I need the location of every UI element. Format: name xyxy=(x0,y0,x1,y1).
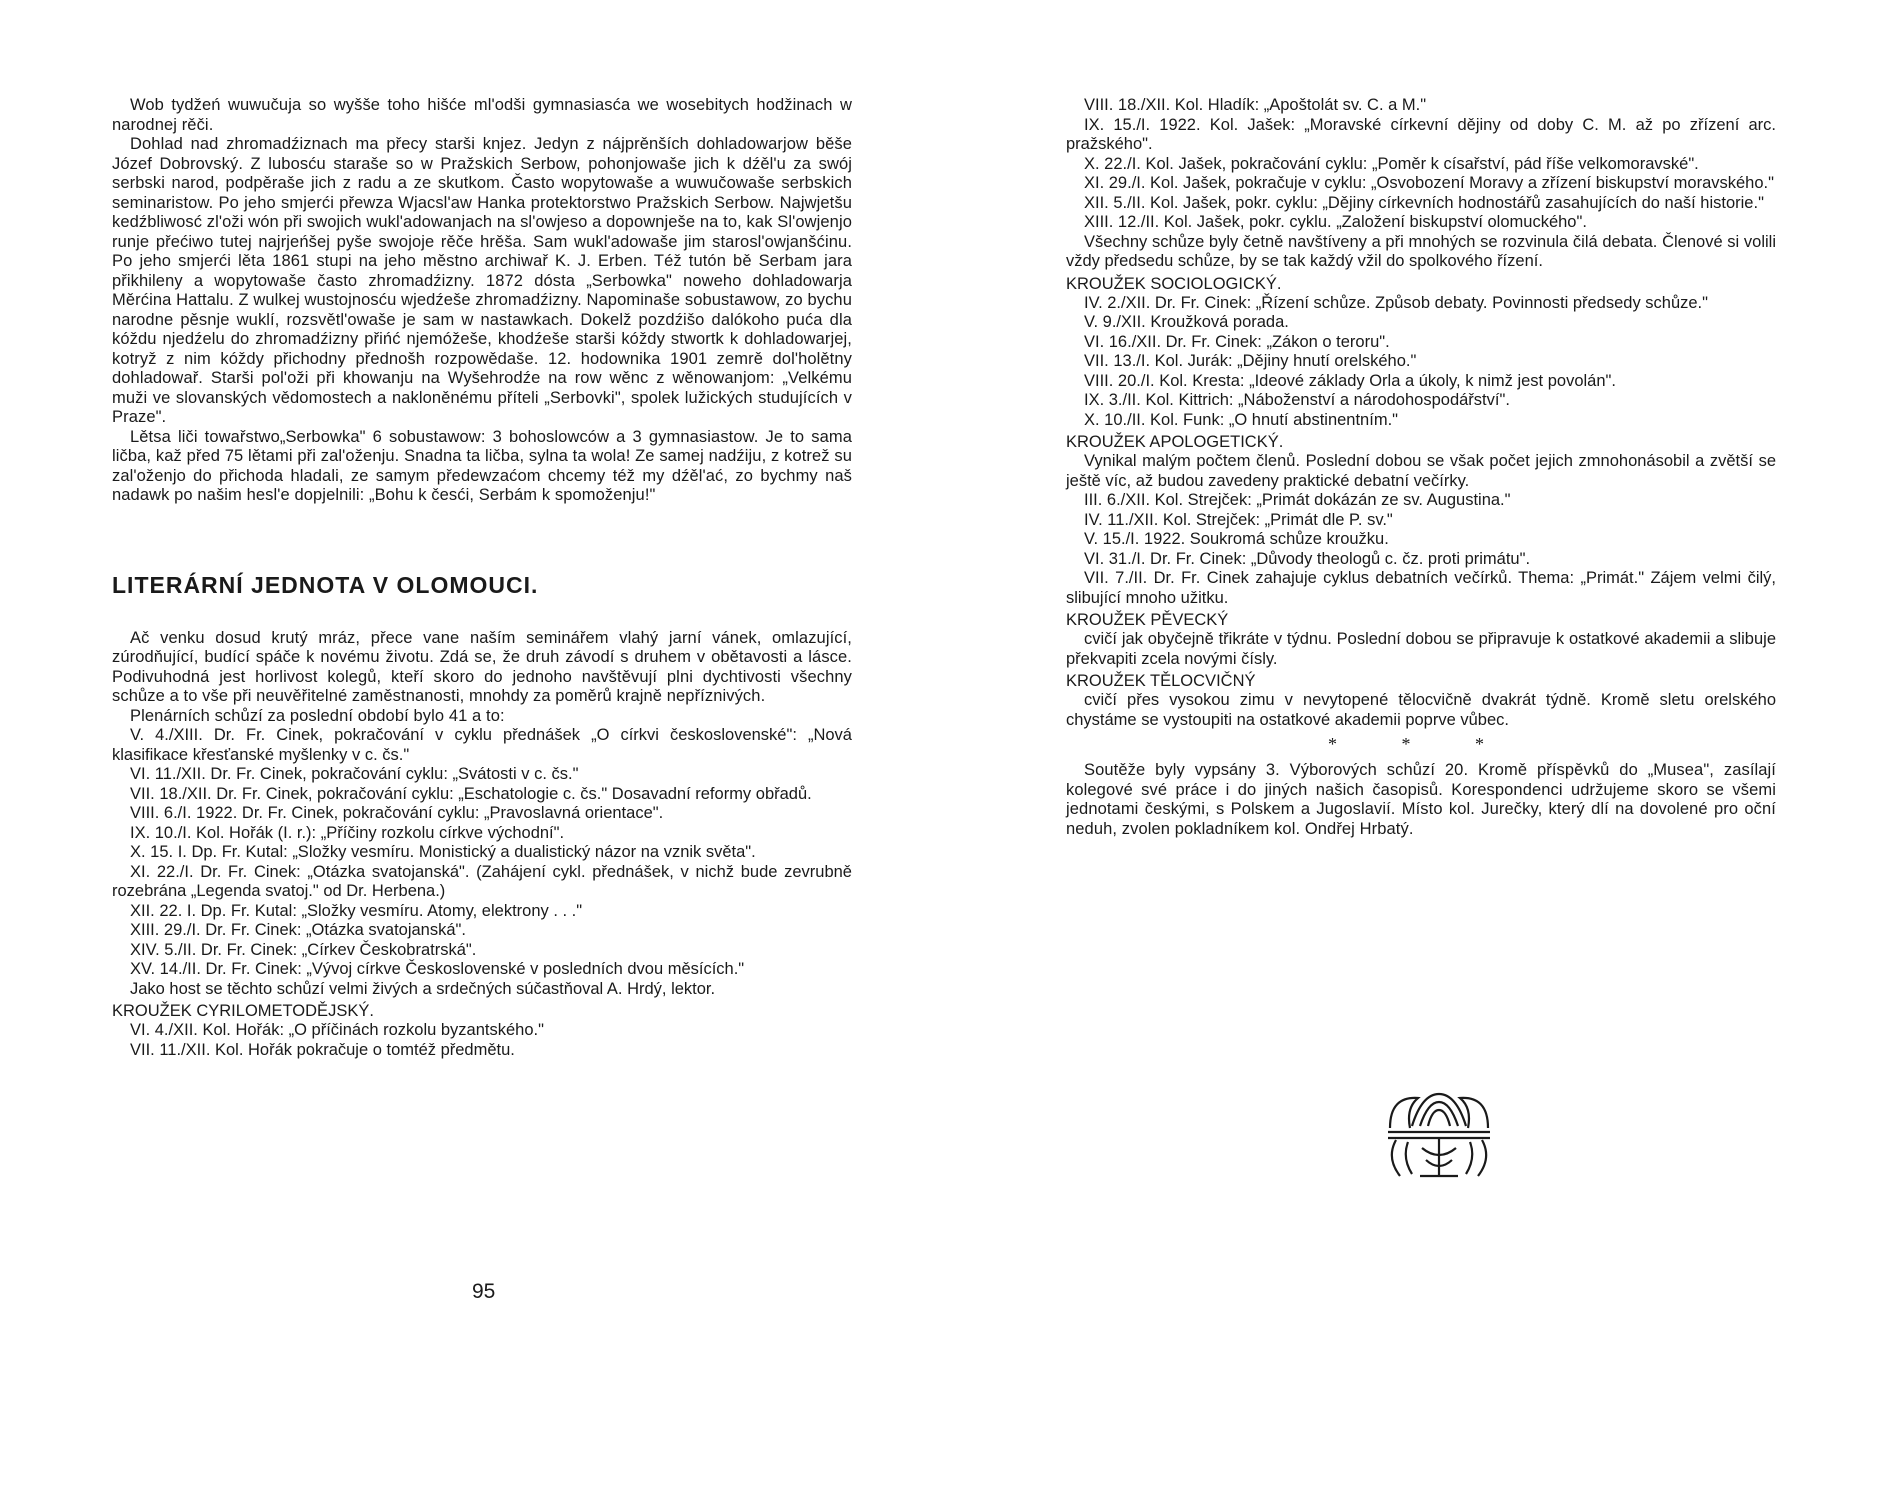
circle-text: cvičí jak obyčejně třikráte v týdnu. Poslední dobou se připravuje k ostatkové akademii a slibuje překvapiti zcela novými čísly. xyxy=(1066,630,1776,668)
plenary-entry: XII. 22. I. Dp. Fr. Kutal: „Složky vesmíru. Atomy, elektrony . . ." xyxy=(130,901,583,920)
circle-entry: IX. 3./II. Kol. Kittrich: „Náboženství a národohospodářství". xyxy=(1084,391,1510,409)
plenary-entry: XIII. 29./I. Dr. Fr. Cinek: „Otázka svatojanská". xyxy=(130,921,466,939)
plenary-entry: XV. 14./II. Dr. Fr. Cinek: „Vývoj církve Československé v posledních dvou měsících." xyxy=(130,960,745,978)
plenary-entry: IX. 10./I. Kol. Hořák (I. r.): „Příčiny rozkolu církve východní". xyxy=(130,823,565,842)
plenary-list xyxy=(112,726,852,999)
right-page xyxy=(1066,96,1776,839)
circle-entry: V. 9./XII. Kroužková porada. xyxy=(1084,313,1289,331)
circle-entry: IV. 11./XII. Kol. Strejček: „Primát dle P. sv." xyxy=(1084,510,1393,529)
circle-entry: VI. 31./I. Dr. Fr. Cinek: „Důvody theologů c. čz. proti primátu". xyxy=(1084,549,1531,568)
circle-entry: Vynikal malým počtem členů. Poslední dobou se však počet jejich zmnohonásobil a zvětší se ještě víc, až budou zavedeny praktické debatní večírky. xyxy=(1066,452,1776,490)
circle-entry: VII. 11./XII. Kol. Hořák pokračuje o tomtéž předmětu. xyxy=(130,1040,515,1059)
circle-entry: VII. 7./II. Dr. Fr. Cinek zahajuje cyklus debatních večírků. Thema: „Primát." Zájem velmi čilý, slibující mnoho užitku. xyxy=(1066,569,1776,607)
plenary-entry: XIV. 5./II. Dr. Fr. Cinek: „Církev Českobratrská". xyxy=(130,940,477,959)
page-number: 95 xyxy=(472,1280,496,1303)
article-title: LITERÁRNÍ JEDNOTA V OLOMOUCI. xyxy=(112,571,539,598)
plenary-entry: XI. 22./I. Dr. Fr. Cinek: „Otázka svatojanská". (Zahájení cykl. přednášek, v nichž bude zevrubně rozebrána „Legenda svatoj." od Dr. Herbena.) xyxy=(112,862,852,900)
intro-section xyxy=(112,96,852,506)
circle-pev-section xyxy=(1066,610,1776,669)
section-heading: KROUŽEK APOLOGETICKÝ. xyxy=(1066,433,1284,451)
section-heading: KROUŽEK SOCIOLOGICKÝ. xyxy=(1066,274,1282,293)
circle-entry: XII. 5./II. Kol. Jašek, pokr. cyklu: „Dějiny církevních hodnostářů zasahujících do naší historie." xyxy=(1084,193,1764,212)
circle-entry: XIII. 12./II. Kol. Jašek, pokr. cyklu. „Založení biskupství olomuckého". xyxy=(1084,213,1587,231)
circle-entry: III. 6./XII. Kol. Strejček: „Primát dokázán ze sv. Augustina." xyxy=(1084,491,1511,509)
article-paragraph: Plenárních schůzí za poslední období bylo 41 a to: xyxy=(130,706,505,725)
section-heading: KROUŽEK CYRILOMETODĚJSKÝ. xyxy=(112,1002,374,1020)
circle-entry: VIII. 18./XII. Kol. Hladík: „Apoštolát sv. C. a M." xyxy=(1084,96,1427,114)
plenary-entry: X. 15. I. Dp. Fr. Kutal: „Složky vesmíru. Monistický a dualistický názor na vznik světa". xyxy=(130,843,756,861)
circle-entry: IX. 15./I. 1922. Kol. Jašek: „Moravské církevní dějiny od doby C. M. až po zřízení arc. pražského". xyxy=(1066,115,1776,153)
floral-ornament-icon xyxy=(1382,1088,1496,1180)
circle-entry: VIII. 20./I. Kol. Kresta: „Ideové základy Orla a úkoly, k nimž jest povolán". xyxy=(1084,371,1616,390)
article-paragraph: Ač venku dosud krutý mráz, přece vane naším seminářem vlahý jarní vánek, omlazující, zúrodňující, budící spáče k novému životu. Zdá se, že druh závodí s druhem v obětavosti a lásce. Podivuhodná jest horlivost kolegů, kteří skoro do jednoho navštěvují plni dychtivosti všechny schůze a to vše při neuvěřitelné zaměstnanosti, mnohdy za poměrů krajně nepříznivých. xyxy=(112,628,852,705)
plenary-entry: Jako host se těchto schůzí velmi živých a srdečných súčastňoval A. Hrdý, lektor. xyxy=(130,979,716,998)
circle-entry: X. 22./I. Kol. Jašek, pokračování cyklu: „Poměr k císařství, pád říše velkomoravské". xyxy=(1084,154,1699,173)
circle-cyril-continued xyxy=(1066,96,1776,272)
closing-paragraph: Soutěže byly vypsány 3. Výborových schůzí 20. Kromě příspěvků do „Musea", zasílají kolegové své práce i do jiných našich časopisů. Korespondenci udržujeme skoro se všemi jednotami českými, s Polskem a Jugoslavií. Místo kol. Jurečky, který dlí na dovolené pro oční neduh, zvolen pokladníkem kol. Ondřej Hrbatý. xyxy=(1066,761,1776,838)
circle-cyril-section xyxy=(112,1001,852,1060)
section-heading: KROUŽEK PĚVECKÝ xyxy=(1066,611,1229,629)
circle-entry: VII. 13./I. Kol. Jurák: „Dějiny hnutí orelského." xyxy=(1084,352,1417,370)
circle-entry: Všechny schůze byly četně navštíveny a při mnohých se rozvinula čilá debata. Členové si volili vždy předsedu schůze, by se tak každý vžil do spolkového řízení. xyxy=(1066,232,1776,270)
plenary-entry: VIII. 6./I. 1922. Dr. Fr. Cinek, pokračování cyklu: „Pravoslavná orientace". xyxy=(130,804,664,822)
left-page xyxy=(112,96,852,1060)
intro-paragraph: Lětsa liči towařstwo„Serbowka" 6 sobustawow: 3 bohoslowców a 3 gymnasiastow. Je to sama ličba, kaž před 75 lětami při zal'oženju. Snadna ta ličba, sylna ta wola! Ze samej nadźiju, z kotrež su zal'oženjo do přichoda hladali, ze samym předewzaćom chcemy též my dźěl'ać, zo bychmy naš nadawk po našim hesl'e dopjelnili: „Bohu k česći, Serbám k spomoženju!" xyxy=(112,427,852,504)
circle-entry: V. 15./I. 1922. Soukromá schůze kroužku. xyxy=(1084,530,1389,548)
circle-entry: IV. 2./XII. Dr. Fr. Cinek: „Řízení schůze. Způsob debaty. Povinnosti předsedy schůze." xyxy=(1084,293,1708,312)
circle-text: cvičí přes vysokou zimu v nevytopené tělocvičně dvakrát týdně. Kromě sletu orelského chystáme se vystoupiti na ostatkové akademii poprve vůbec. xyxy=(1066,691,1776,729)
circle-entry: X. 10./II. Kol. Funk: „O hnutí abstinentním." xyxy=(1084,410,1399,429)
circle-entry: VI. 16./XII. Dr. Fr. Cinek: „Zákon o teroru". xyxy=(1084,332,1390,351)
circle-entry: XI. 29./I. Kol. Jašek, pokračuje v cyklu: „Osvobození Moravy a zřízení biskupství moravského." xyxy=(1084,174,1774,192)
article-body xyxy=(112,629,852,727)
plenary-entry: VI. 11./XII. Dr. Fr. Cinek, pokračování cyklu: „Svátosti v c. čs." xyxy=(130,765,579,783)
plenary-entry: VII. 18./XII. Dr. Fr. Cinek, pokračování cyklu: „Eschatologie c. čs." Dosavadní reformy obřadů. xyxy=(130,784,812,803)
circle-apolog-section xyxy=(1066,432,1776,608)
intro-paragraph: Wob tydžeń wuwučuja so wyšše toho hišće ml'odši gymnasiasća we wosebitych hodžinach w narodnej rěči. xyxy=(112,96,852,134)
circle-socio-section xyxy=(1066,274,1776,431)
plenary-entry: V. 4./XIII. Dr. Fr. Cinek, pokračování v cyklu přednášek „O církvi československé": „Nová klasifikace křesťanské myšlenky v c. čs." xyxy=(112,726,852,764)
separator-stars: * * * xyxy=(1328,734,1514,754)
intro-paragraph: Dohlad nad zhromadźiznach ma přecy starši knjez. Jedyn z nájprěnších dohladowarjow běše Józef Dobrovský. Z lubosću staraše so w Pražskich Serbow, pohonjowaše jich k dźěl'u za swój serbski narod, podpěraše jich z radu a ze skutkom. Často wopytowaše a wuwučowaše serbskich seminaristow. Po jeho smjerći přewza Wjacsl'aw Hanka protektorstwo Pražskich Serbow. Najwjetšu kedźbliwosć zl'oži wón při swojich wukl'adowanjach na sl'owjeso a dopownješe na to, kak Sl'owjenjo runje přećiwo tutej najrjeńšej pyše swojoje rěče hrěša. Sam wukl'adowaše jim starosl'owjanšćinu. Po jeho smjerći lěta 1861 stupi na jeho městno archiwař K. J. Erben. Též tutón bě Serbam jara přikhileny a wopytowaše často zhromadźizny. 1872 dósta „Serbowka" noweho dohladowarja Měrćina Hattalu. Z wulkej wustojnosću wjedźeše zhromadźizny. Napominaše sobustawow, zo bychu narodne pěsnje wuklí, rozsvětl'owaše je sam w nastawkach. Dokelž pozdźišo dalókoho puća dla kóždu njedźelu do zhromadźizny přińć njemóžeše, khodźeše starši kóždy stwortk k dohladowarjej, kotryž z nim kóždy přichodny přednošh rozpowědaše. 12. hodownika 1901 zemrě dol'holětny dohladowař. Starši pol'oži při khowanju na Wyšehrodźe na row wěnc z wěnowanjom: „Velkému muži ve slovanských vědomostech a nakloněnému příteli „Serbovki", spolek lužických studujících v Praze". xyxy=(112,135,852,426)
circle-entry: VI. 4./XII. Kol. Hořák: „O příčinách rozkolu byzantského." xyxy=(130,1021,544,1039)
circle-telo-section xyxy=(1066,671,1776,730)
section-heading: KROUŽEK TĚLOCVIČNÝ xyxy=(1066,672,1256,690)
